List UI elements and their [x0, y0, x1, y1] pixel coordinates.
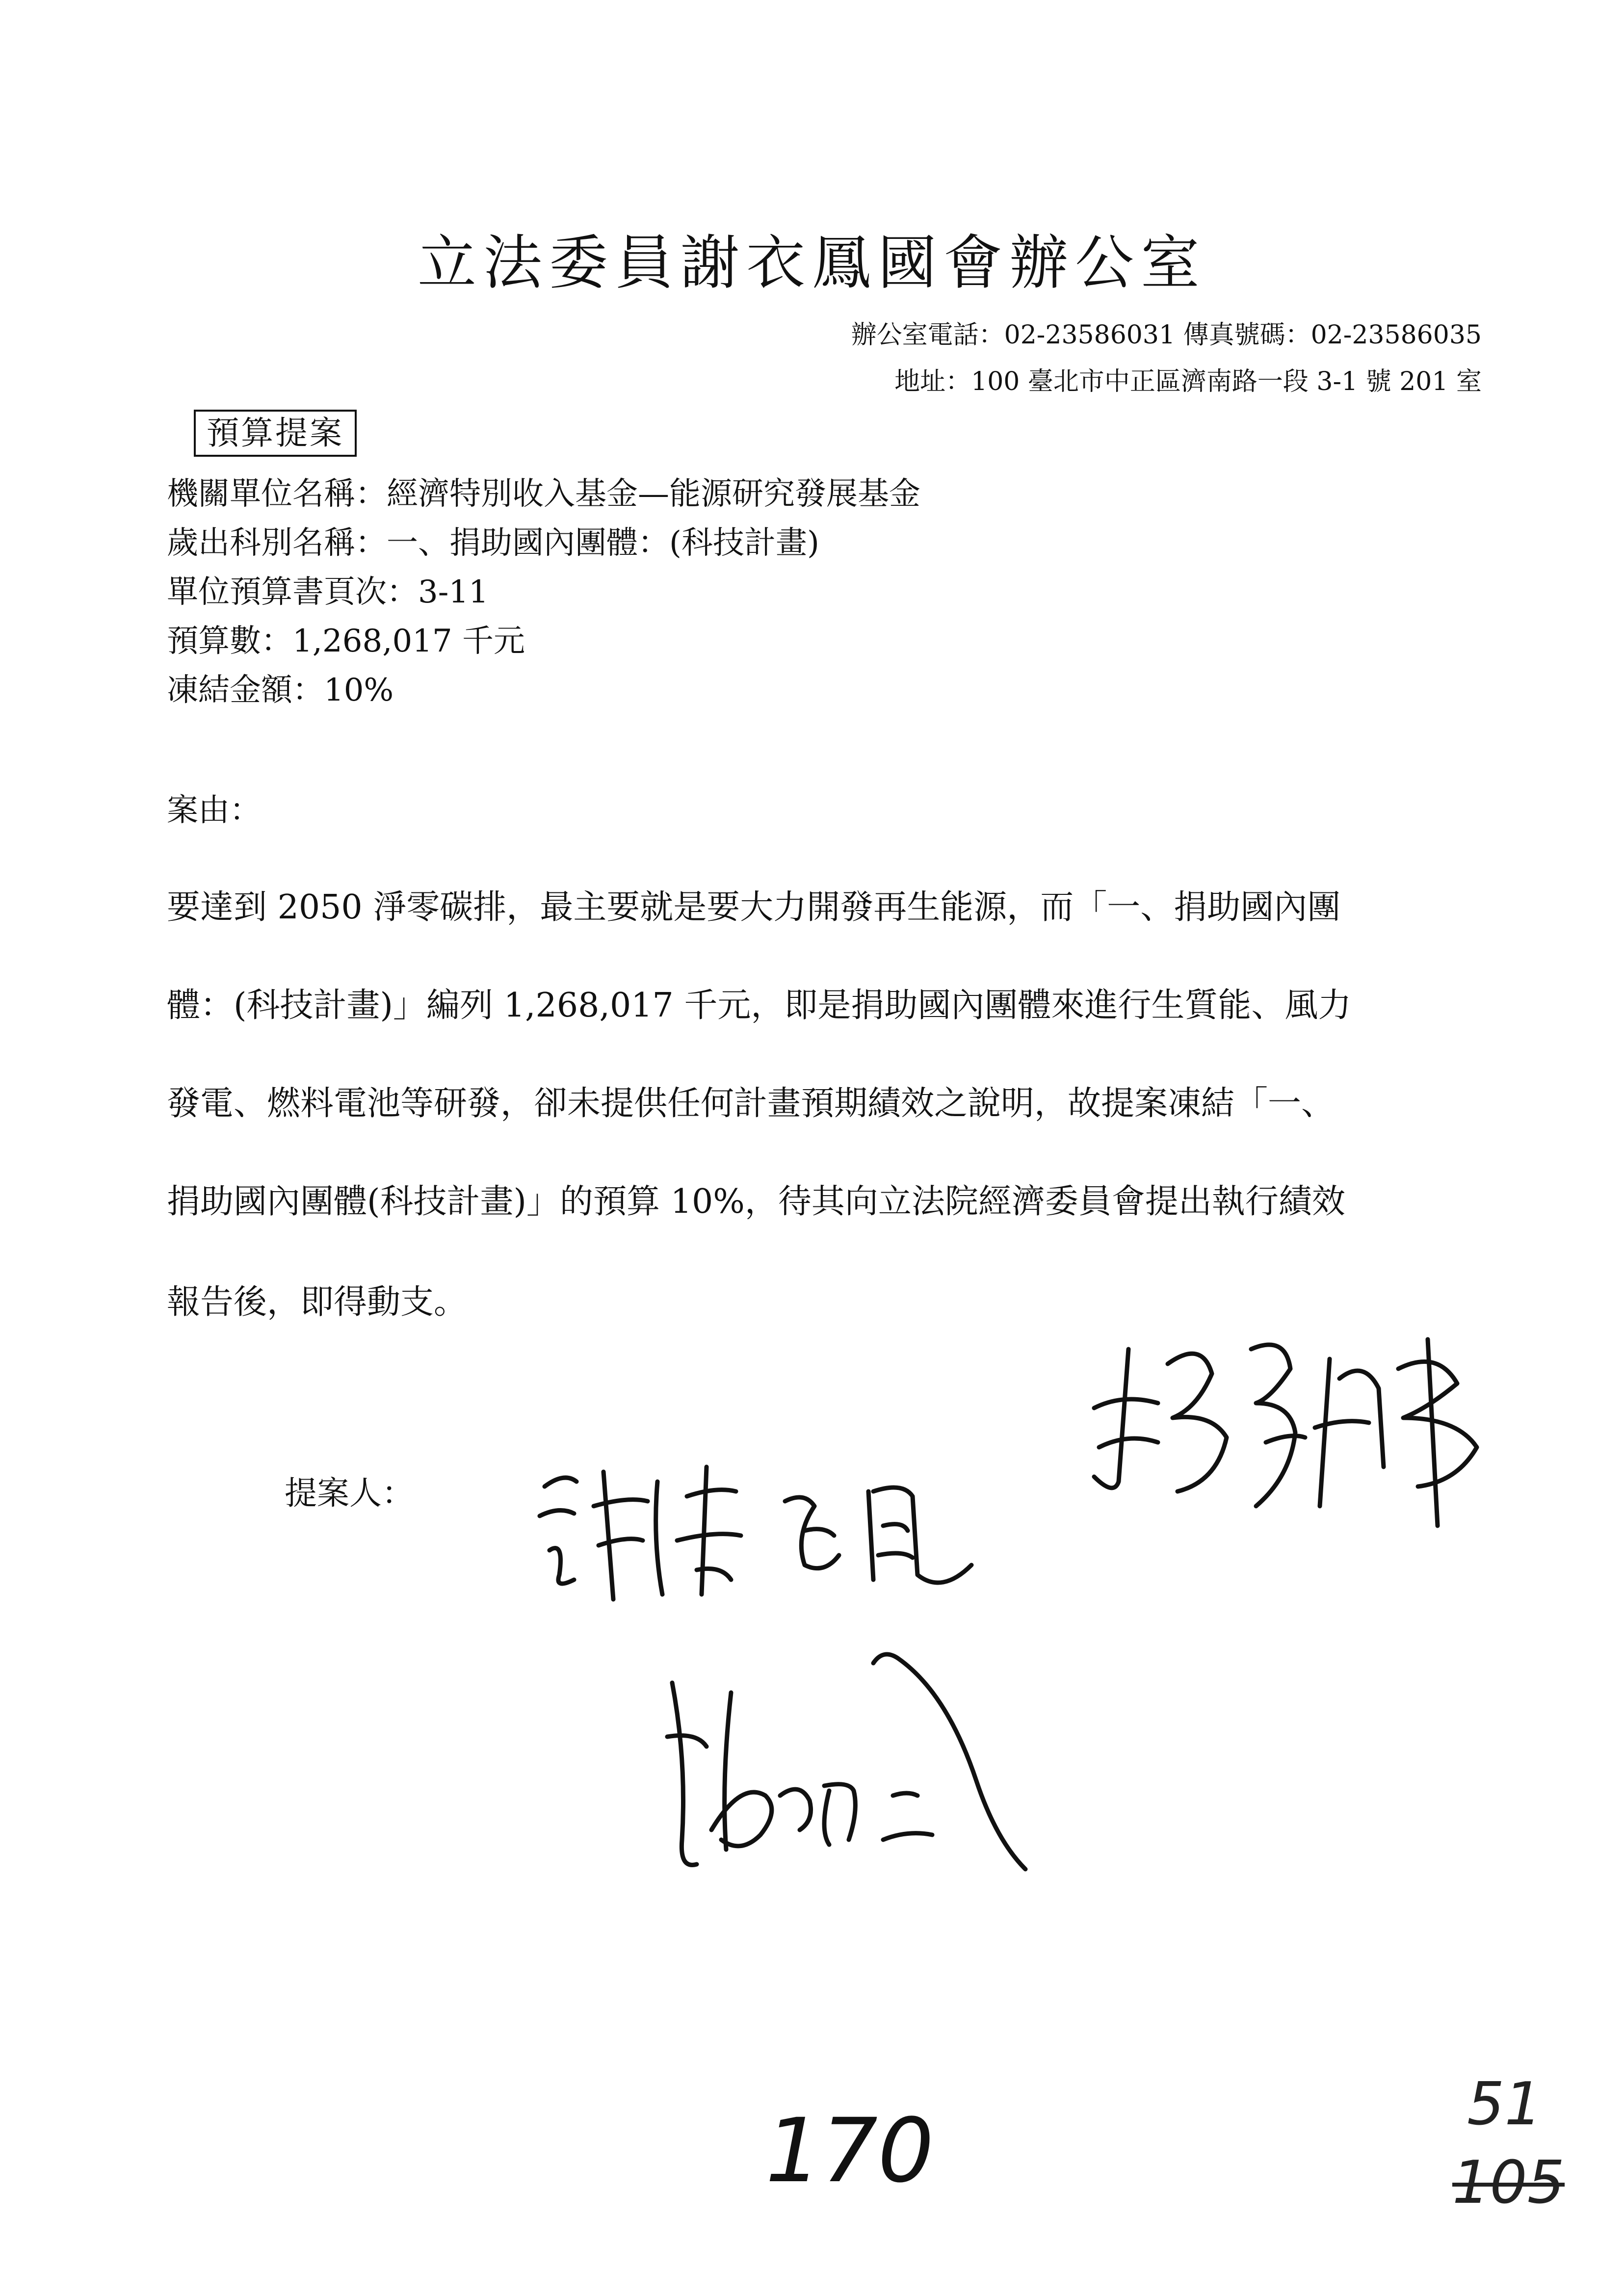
reason-line: 要達到 2050 淨零碳排，最主要就是要大力開發再生能源，而「一、捐助國內團 — [167, 888, 1341, 927]
field-agency: 機關單位名稱：經濟特別收入基金—能源研究發展基金 — [167, 476, 920, 512]
signature-yang — [1084, 1320, 1516, 1531]
office-title: 立法委員謝衣鳳國會辦公室 — [418, 229, 1206, 297]
reason-line: 發電、燃料電池等研發，卻未提供任何計畫預期績效之說明，故提案凍結「一、 — [167, 1084, 1335, 1123]
reason-line: 報告後，即得動支。 — [167, 1283, 468, 1322]
field-expenditure-item: 歲出科別名稱：一、捐助國內團體：(科技計畫) — [167, 525, 819, 561]
page-number-struck: 105 — [1452, 2149, 1565, 2217]
signature-lai — [653, 1634, 1070, 1908]
office-address: 地址：100 臺北市中正區濟南路一段 3-1 號 201 室 — [894, 367, 1482, 396]
office-phone-fax: 辦公室電話：02-23586031 傳真號碼：02-23586035 — [851, 320, 1482, 350]
field-freeze-amount: 凍結金額：10% — [167, 672, 394, 708]
signature-hsieh — [530, 1452, 981, 1619]
field-budget-page: 單位預算書頁次：3-11 — [167, 574, 489, 610]
page-number-right: 51 — [1467, 2070, 1542, 2139]
field-budget-amount: 預算數：1,268,017 千元 — [167, 623, 525, 659]
page-number-center: 170 — [765, 2100, 934, 2202]
reason-label: 案由： — [167, 792, 261, 829]
reason-line: 捐助國內團體(科技計畫)」的預算 10%，待其向立法院經濟委員會提出執行績效 — [167, 1182, 1345, 1221]
proposer-label: 提案人： — [285, 1474, 414, 1512]
proposal-type-label: 預算提案 — [194, 410, 357, 457]
reason-line: 體：(科技計畫)」編列 1,268,017 千元，即是捐助國內團體來進行生質能、風力 — [167, 986, 1352, 1025]
